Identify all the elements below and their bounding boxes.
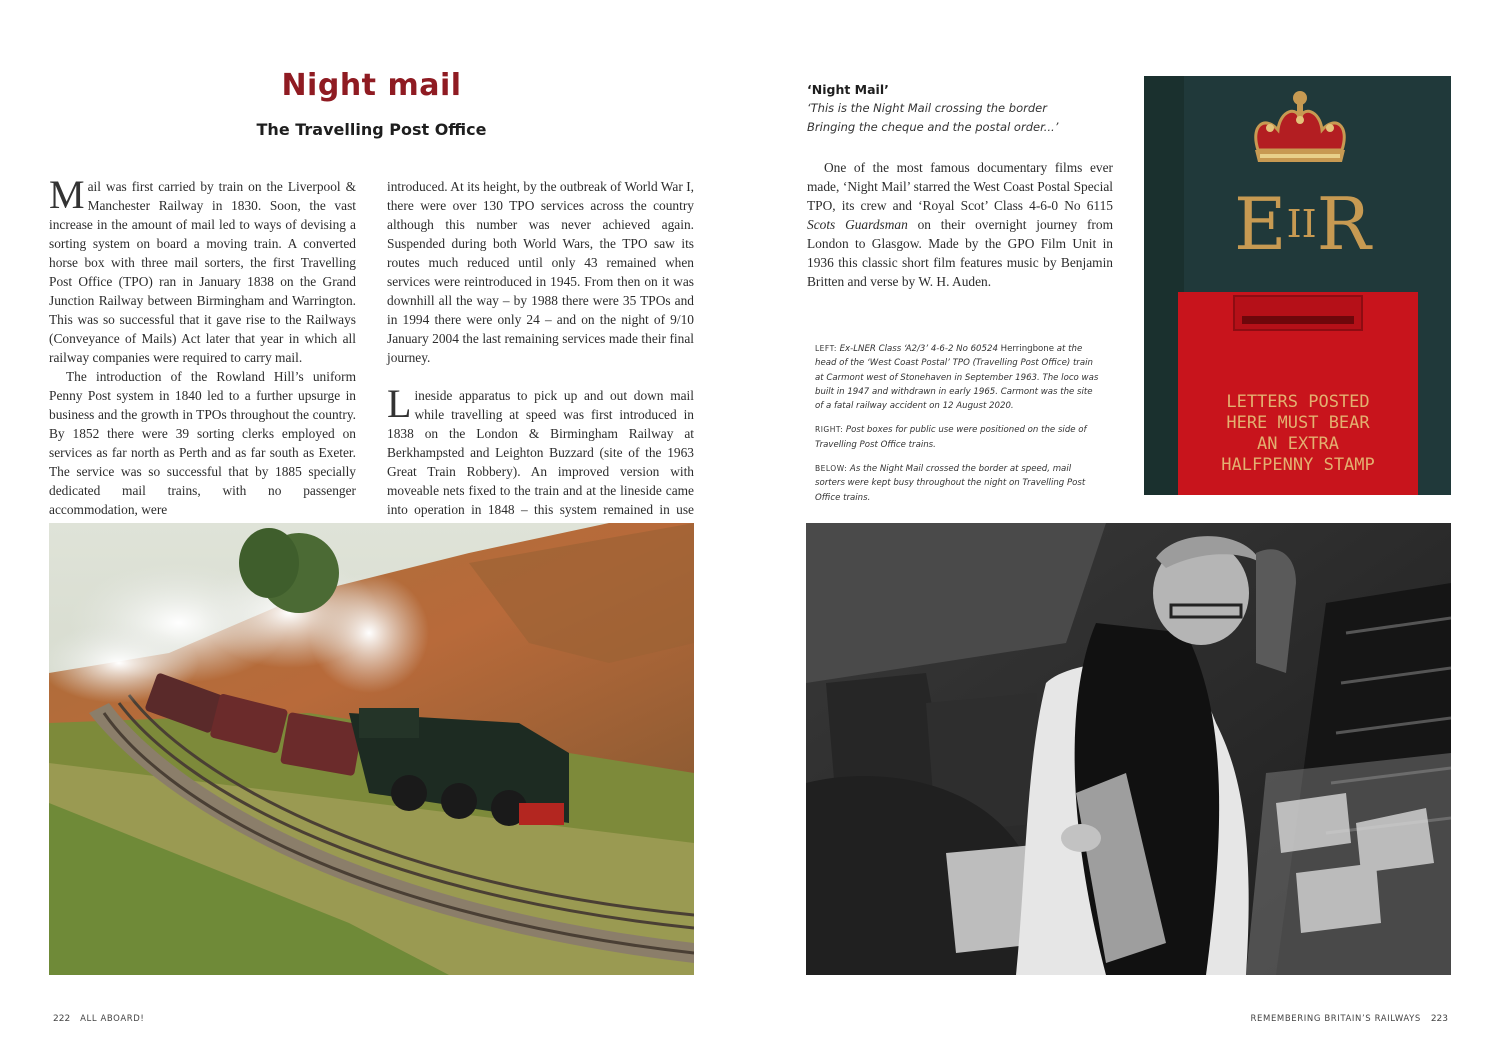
page-title: Night mail xyxy=(281,68,462,103)
page-number-right: 223 xyxy=(1430,1014,1448,1024)
dropcap-l: L xyxy=(387,381,412,426)
epigraph-title: ‘Night Mail’ xyxy=(807,82,889,97)
footer-right xyxy=(1251,1014,1448,1024)
caption-below: BELOW: As the Night Mail crossed the border at speed, mail sorters were kept busy throughout the night on Travelling Post Office trains. xyxy=(815,464,1086,503)
caption-left: LEFT: Ex-LNER Class ‘A2/3’ 4-6-2 No 60524 Herringbone at the head of the ‘West Coast Postal’ TPO (Travelling Post Office) train at Carmont west of Stonehaven in September 1963. The loco was built in 1947 and withdrawn in early 1965. Carmont was the site of a fatal railway accident on 12 August 2020. xyxy=(815,344,1099,412)
text-column-2 xyxy=(387,177,694,538)
postbox-plate: LETTERS POSTED HERE MUST BEAR AN EXTRA HALFPENNY STAMP xyxy=(1221,392,1375,475)
train-photo xyxy=(49,523,694,975)
captions xyxy=(815,342,1100,515)
body-text-2: on their overnight journey from London to Glasgow. Made by the GPO Film Unit in 1936 this classic short film features music by Benjamin Britten and verse by W. H. Auden. xyxy=(807,217,1113,289)
paragraph-1-text: ail was first carried by train on the Liverpool & Manchester Railway in 1830. Soon, the vast increase in the amount of mail led to ways of devising a sorting system on board a moving train. A converted horse box with three mail sorters, the first Travelling Post Office (TPO) ran in January 1838 on the Grand Junction Railway between Birmingham and Warrington. This was so successful that it gave rise to the Railways (Conveyance of Mails) Act later that year in which all railway companies were required to carry mail. xyxy=(49,179,356,365)
royal-cipher: EIIR xyxy=(1234,182,1371,266)
paragraph-2: The introduction of the Rowland Hill’s uniform Penny Post system in 1840 led to a further upsurge in business and the growth in TPOs throughout the country. By 1852 there were 39 sorting clerks employed on services as far north as Perth and as far south as Exeter. The service was so successful that by 1885 specially dedicated mail trains, with no passenger accommodation, were xyxy=(49,369,356,517)
text-column-1 xyxy=(49,172,356,519)
book-title-left: ALL ABOARD! xyxy=(80,1014,145,1024)
body-text-italic: Scots Guardsman xyxy=(807,217,908,232)
epigraph-line-1: ‘This is the Night Mail crossing the border xyxy=(807,101,1047,115)
page-number-left: 222 xyxy=(53,1014,71,1024)
caption-right: RIGHT: Post boxes for public use were positioned on the side of Travelling Post Office trains. xyxy=(815,425,1087,450)
footer-left xyxy=(53,1014,144,1024)
body-text-1: One of the most famous documentary films ever made, ‘Night Mail’ starred the West Coast Postal Special TPO, its crew and ‘Royal Scot’ Class 4-6-0 No 6115 xyxy=(807,160,1113,213)
book-title-right: REMEMBERING BRITAIN’S RAILWAYS xyxy=(1250,1014,1421,1024)
night-mail-paragraph xyxy=(807,158,1113,291)
mail-sorter-photo xyxy=(806,523,1451,975)
postbox-photo xyxy=(1144,76,1451,495)
paragraph-4 xyxy=(387,381,694,538)
epigraph-line-2: Bringing the cheque and the postal order...’ xyxy=(807,120,1059,134)
paragraph-3: introduced. At its height, by the outbreak of World War I, there were over 130 TPO services across the country although this number was never achieved again. Suspended during both World Wars, the TPO saw its routes much reduced until only 43 remained when services were reintroduced in 1945. From then on it was downhill all the way – by 1988 there were 35 TPOs and in 1994 there were only 24 – and on the night of 9/10 January 2004 the last remaining services made their final journey. xyxy=(387,179,694,365)
paragraph-4-text: ineside apparatus to pick up and out down mail while travelling at speed was first introduced in 1838 on the London & Birmingham Railway at Berkhampsted and Leighton Buzzard (site of the 1963 Great Train Robbery). An improved version with moveable nets fixed to the train and at the lineside came into operation in 1848 – this system remained in use xyxy=(387,388,694,517)
page-subtitle: The Travelling Post Office xyxy=(256,120,487,139)
epigraph xyxy=(807,82,1127,137)
paragraph-1 xyxy=(49,172,356,367)
dropcap-m: M xyxy=(49,172,85,217)
